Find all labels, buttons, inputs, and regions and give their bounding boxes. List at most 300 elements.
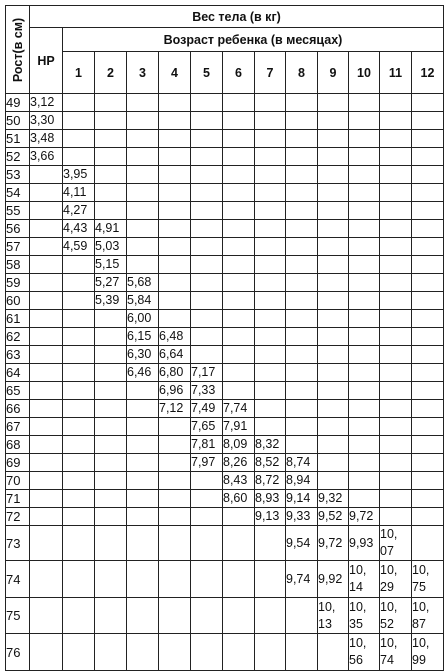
weight-cell: 5,15: [95, 256, 127, 274]
weight-cell: [255, 256, 286, 274]
weight-cell: [412, 472, 444, 490]
month-header: 5: [191, 52, 223, 94]
weight-cell: [380, 292, 412, 310]
weight-cell: 8,26: [223, 454, 255, 472]
weight-cell: [95, 472, 127, 490]
height-cell: 58: [6, 256, 30, 274]
weight-cell: [286, 148, 318, 166]
weight-cell: 8,32: [255, 436, 286, 454]
weight-cell: [223, 382, 255, 400]
weight-cell: [349, 364, 380, 382]
weight-cell: [349, 328, 380, 346]
nr-cell: [30, 274, 63, 292]
weight-cell: 10, 35: [349, 598, 380, 634]
weight-cell: [223, 364, 255, 382]
weight-cell: [349, 472, 380, 490]
weight-cell: [191, 94, 223, 112]
height-header-cell: [6, 6, 30, 94]
weight-cell: [318, 256, 349, 274]
weight-cell: [127, 202, 159, 220]
weight-cell: 9,74: [286, 561, 318, 598]
weight-cell: [63, 148, 95, 166]
weight-cell: [318, 238, 349, 256]
month-header: 7: [255, 52, 286, 94]
weight-cell: [191, 148, 223, 166]
weight-cell: [159, 436, 191, 454]
weight-cell: 9,52: [318, 508, 349, 526]
weight-cell: [318, 382, 349, 400]
weight-cell: [159, 472, 191, 490]
nr-cell: 3,66: [30, 148, 63, 166]
weight-cell: 9,92: [318, 561, 349, 598]
weight-cell: [63, 436, 95, 454]
nr-cell: [30, 418, 63, 436]
weight-cell: [349, 454, 380, 472]
weight-cell: [255, 202, 286, 220]
weight-cell: [286, 238, 318, 256]
weight-cell: [349, 436, 380, 454]
weight-cell: [286, 94, 318, 112]
height-cell: 62: [6, 328, 30, 346]
weight-cell: [191, 112, 223, 130]
weight-cell: [63, 400, 95, 418]
weight-cell: [318, 346, 349, 364]
weight-cell: [191, 328, 223, 346]
table-title: Вес тела (в кг): [30, 6, 444, 28]
weight-cell: [349, 202, 380, 220]
nr-cell: [30, 508, 63, 526]
weight-cell: [255, 310, 286, 328]
weight-cell: 4,27: [63, 202, 95, 220]
month-header: 6: [223, 52, 255, 94]
weight-cell: [95, 94, 127, 112]
weight-cell: [349, 238, 380, 256]
weight-cell: [380, 130, 412, 148]
weight-cell: 4,91: [95, 220, 127, 238]
weight-cell: [223, 256, 255, 274]
month-header: 12: [412, 52, 444, 94]
age-header: Возраст ребенка (в месяцах): [63, 28, 444, 52]
weight-cell: [63, 526, 95, 561]
weight-cell: [223, 292, 255, 310]
weight-cell: [95, 598, 127, 634]
height-cell: 55: [6, 202, 30, 220]
weight-cell: 6,80: [159, 364, 191, 382]
weight-cell: [159, 274, 191, 292]
weight-cell: [191, 634, 223, 671]
weight-cell: [95, 634, 127, 671]
weight-cell: [412, 274, 444, 292]
weight-cell: [318, 274, 349, 292]
weight-cell: 8,52: [255, 454, 286, 472]
weight-cell: [159, 292, 191, 310]
weight-cell: [95, 310, 127, 328]
weight-cell: 5,84: [127, 292, 159, 310]
weight-cell: [223, 598, 255, 634]
weight-cell: [412, 310, 444, 328]
weight-cell: 7,74: [223, 400, 255, 418]
height-cell: 63: [6, 346, 30, 364]
nr-cell: [30, 346, 63, 364]
nr-cell: [30, 256, 63, 274]
table-row: [6, 634, 444, 671]
table-row: [6, 148, 444, 166]
height-cell: 59: [6, 274, 30, 292]
weight-cell: 6,00: [127, 310, 159, 328]
weight-cell: [286, 202, 318, 220]
table-row: [6, 328, 444, 346]
weight-cell: 7,97: [191, 454, 223, 472]
weight-cell: [286, 364, 318, 382]
weight-cell: [286, 184, 318, 202]
weight-cell: [412, 94, 444, 112]
weight-cell: [286, 310, 318, 328]
weight-cell: [349, 184, 380, 202]
weight-cell: 10, 75: [412, 561, 444, 598]
weight-cell: [286, 598, 318, 634]
weight-cell: [286, 382, 318, 400]
height-header-label: Рост(в см): [10, 17, 25, 82]
weight-cell: [255, 561, 286, 598]
weight-cell: [380, 256, 412, 274]
weight-cell: [255, 166, 286, 184]
weight-cell: [349, 220, 380, 238]
weight-cell: [127, 598, 159, 634]
table-row: [6, 418, 444, 436]
weight-cell: [380, 382, 412, 400]
weight-cell: [349, 418, 380, 436]
weight-cell: [223, 184, 255, 202]
weight-cell: [255, 364, 286, 382]
weight-cell: [286, 400, 318, 418]
weight-cell: [412, 526, 444, 561]
weight-cell: [412, 418, 444, 436]
weight-cell: [380, 490, 412, 508]
weight-cell: [255, 130, 286, 148]
weight-cell: [63, 472, 95, 490]
weight-cell: [255, 220, 286, 238]
weight-cell: [380, 274, 412, 292]
height-cell: 60: [6, 292, 30, 310]
weight-cell: [380, 220, 412, 238]
weight-cell: [191, 472, 223, 490]
weight-cell: [127, 400, 159, 418]
nr-cell: [30, 310, 63, 328]
height-cell: 57: [6, 238, 30, 256]
weight-cell: 7,33: [191, 382, 223, 400]
weight-cell: 5,27: [95, 274, 127, 292]
weight-cell: [191, 526, 223, 561]
weight-cell: [412, 166, 444, 184]
weight-cell: [380, 436, 412, 454]
weight-cell: [318, 436, 349, 454]
weight-cell: [127, 148, 159, 166]
weight-cell: [95, 184, 127, 202]
weight-cell: [380, 400, 412, 418]
height-cell: 69: [6, 454, 30, 472]
weight-cell: [127, 130, 159, 148]
weight-cell: [223, 166, 255, 184]
table-row: [6, 436, 444, 454]
weight-cell: [318, 292, 349, 310]
weight-cell: [286, 166, 318, 184]
weight-cell: [223, 508, 255, 526]
weight-cell: [412, 256, 444, 274]
month-header: 10: [349, 52, 380, 94]
weight-cell: 5,39: [95, 292, 127, 310]
weight-cell: [127, 382, 159, 400]
weight-cell: 10, 13: [318, 598, 349, 634]
weight-cell: [255, 274, 286, 292]
month-header: 2: [95, 52, 127, 94]
weight-cell: [380, 238, 412, 256]
weight-cell: [127, 220, 159, 238]
weight-cell: [349, 490, 380, 508]
weight-cell: 5,68: [127, 274, 159, 292]
month-header: 4: [159, 52, 191, 94]
weight-cell: [318, 400, 349, 418]
weight-cell: [159, 130, 191, 148]
weight-cell: [349, 310, 380, 328]
weight-cell: [349, 256, 380, 274]
weight-cell: [223, 148, 255, 166]
weight-cell: [412, 346, 444, 364]
weight-cell: [286, 634, 318, 671]
weight-cell: [159, 202, 191, 220]
weight-cell: [380, 346, 412, 364]
weight-cell: [255, 328, 286, 346]
weight-cell: [159, 454, 191, 472]
weight-cell: [191, 238, 223, 256]
weight-cell: 6,46: [127, 364, 159, 382]
weight-cell: [380, 418, 412, 436]
weight-cell: [318, 454, 349, 472]
month-header: 9: [318, 52, 349, 94]
weight-cell: 6,15: [127, 328, 159, 346]
weight-cell: [286, 328, 318, 346]
header-row-age: [6, 28, 444, 52]
weight-cell: [95, 346, 127, 364]
nr-cell: [30, 184, 63, 202]
height-cell: 64: [6, 364, 30, 382]
weight-cell: [191, 220, 223, 238]
weight-cell: [286, 418, 318, 436]
weight-cell: 9,32: [318, 490, 349, 508]
nr-cell: [30, 561, 63, 598]
weight-cell: [255, 112, 286, 130]
height-cell: 51: [6, 130, 30, 148]
weight-cell: [127, 94, 159, 112]
weight-cell: 8,74: [286, 454, 318, 472]
table-row: [6, 130, 444, 148]
weight-cell: 4,43: [63, 220, 95, 238]
height-cell: 76: [6, 634, 30, 671]
month-header: 3: [127, 52, 159, 94]
weight-cell: [380, 202, 412, 220]
weight-cell: [318, 148, 349, 166]
weight-cell: [412, 436, 444, 454]
weight-cell: [349, 112, 380, 130]
height-cell: 61: [6, 310, 30, 328]
weight-cell: [159, 94, 191, 112]
weight-cell: [318, 202, 349, 220]
month-header: 1: [63, 52, 95, 94]
weight-cell: [95, 436, 127, 454]
weight-cell: 9,72: [318, 526, 349, 561]
weight-cell: 4,59: [63, 238, 95, 256]
weight-cell: [223, 328, 255, 346]
weight-cell: [63, 112, 95, 130]
weight-cell: [255, 346, 286, 364]
weight-cell: [159, 148, 191, 166]
weight-cell: [255, 526, 286, 561]
weight-cell: [127, 508, 159, 526]
weight-cell: [95, 382, 127, 400]
weight-cell: 6,96: [159, 382, 191, 400]
table-row: [6, 256, 444, 274]
weight-cell: [349, 94, 380, 112]
weight-cell: [349, 148, 380, 166]
weight-cell: [318, 220, 349, 238]
weight-cell: [380, 148, 412, 166]
table-row: [6, 220, 444, 238]
weight-cell: [349, 400, 380, 418]
weight-cell: [223, 238, 255, 256]
weight-cell: [159, 418, 191, 436]
weight-cell: [255, 418, 286, 436]
weight-cell: [412, 184, 444, 202]
weight-cell: [318, 130, 349, 148]
weight-cell: [318, 310, 349, 328]
weight-cell: 6,64: [159, 346, 191, 364]
weight-cell: [223, 94, 255, 112]
weight-cell: [159, 166, 191, 184]
weight-cell: [318, 328, 349, 346]
weight-cell: [63, 256, 95, 274]
weight-cell: [412, 400, 444, 418]
weight-cell: [159, 526, 191, 561]
weight-cell: [380, 184, 412, 202]
weight-cell: [159, 490, 191, 508]
weight-cell: 10, 52: [380, 598, 412, 634]
weight-cell: [63, 364, 95, 382]
weight-cell: [286, 346, 318, 364]
weight-cell: [412, 382, 444, 400]
nr-cell: [30, 238, 63, 256]
height-cell: 75: [6, 598, 30, 634]
weight-cell: [191, 184, 223, 202]
weight-cell: [349, 346, 380, 364]
weight-cell: [95, 166, 127, 184]
weight-cell: [191, 346, 223, 364]
weight-cell: 3,95: [63, 166, 95, 184]
weight-cell: [95, 112, 127, 130]
weight-cell: [318, 166, 349, 184]
weight-cell: [127, 112, 159, 130]
height-cell: 74: [6, 561, 30, 598]
weight-table: [5, 5, 444, 671]
weight-cell: [63, 346, 95, 364]
month-header: 8: [286, 52, 318, 94]
weight-cell: [95, 490, 127, 508]
weight-cell: [127, 490, 159, 508]
weight-cell: [95, 418, 127, 436]
weight-cell: [412, 220, 444, 238]
table-row: [6, 454, 444, 472]
table-row: [6, 526, 444, 561]
weight-cell: [349, 274, 380, 292]
weight-cell: 10, 99: [412, 634, 444, 671]
weight-cell: 10, 74: [380, 634, 412, 671]
weight-cell: [380, 166, 412, 184]
table-row: [6, 400, 444, 418]
month-header: 11: [380, 52, 412, 94]
weight-cell: [223, 526, 255, 561]
weight-cell: [63, 634, 95, 671]
table-row: [6, 598, 444, 634]
table-row: [6, 490, 444, 508]
weight-cell: [63, 94, 95, 112]
weight-cell: [95, 202, 127, 220]
weight-cell: [159, 310, 191, 328]
weight-cell: [63, 292, 95, 310]
weight-cell: 8,09: [223, 436, 255, 454]
nr-cell: [30, 202, 63, 220]
weight-cell: [255, 184, 286, 202]
weight-cell: 9,93: [349, 526, 380, 561]
weight-cell: [255, 400, 286, 418]
weight-cell: [159, 561, 191, 598]
weight-cell: [412, 508, 444, 526]
nr-cell: [30, 454, 63, 472]
weight-cell: [412, 238, 444, 256]
weight-cell: [286, 436, 318, 454]
height-cell: 53: [6, 166, 30, 184]
weight-cell: [380, 454, 412, 472]
weight-cell: 6,48: [159, 328, 191, 346]
weight-cell: [191, 598, 223, 634]
weight-cell: [223, 634, 255, 671]
table-row: [6, 184, 444, 202]
table-row: [6, 166, 444, 184]
weight-cell: [223, 130, 255, 148]
weight-cell: [349, 292, 380, 310]
nr-cell: [30, 220, 63, 238]
weight-cell: [127, 256, 159, 274]
weight-cell: [95, 526, 127, 561]
weight-cell: [95, 400, 127, 418]
nr-cell: [30, 436, 63, 454]
weight-cell: [286, 220, 318, 238]
weight-cell: 8,60: [223, 490, 255, 508]
height-cell: 68: [6, 436, 30, 454]
weight-cell: [127, 238, 159, 256]
weight-cell: [63, 382, 95, 400]
weight-cell: [412, 490, 444, 508]
table-row: [6, 310, 444, 328]
weight-cell: [412, 112, 444, 130]
weight-cell: [223, 346, 255, 364]
weight-cell: [127, 436, 159, 454]
weight-cell: [412, 148, 444, 166]
weight-cell: [127, 561, 159, 598]
height-cell: 49: [6, 94, 30, 112]
weight-cell: [63, 490, 95, 508]
nr-cell: [30, 166, 63, 184]
weight-cell: [412, 202, 444, 220]
weight-cell: [63, 454, 95, 472]
weight-cell: [159, 220, 191, 238]
